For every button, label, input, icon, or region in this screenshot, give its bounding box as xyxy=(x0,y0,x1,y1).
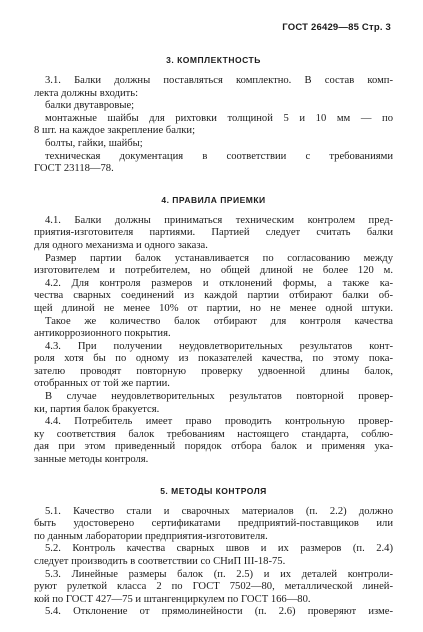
text-line: приятия-изготовителя партиями. Партией следует считать балки xyxy=(34,227,393,239)
text-line: техническая документация в соответствии с требованиями xyxy=(45,150,393,162)
section-body-completeness xyxy=(34,75,393,176)
section-title-control-methods: 5. МЕТОДЫ КОНТРОЛЯ xyxy=(160,485,267,496)
text-line: 4.3. При получении неудовлетворительных результатов конт- xyxy=(45,340,393,352)
text-line: быть удостоверено сертификатами предприятий-поставщиков или xyxy=(34,518,393,530)
text-line: роля хотя бы по одному из показателей качества, по этому пока- xyxy=(34,353,393,365)
text-line: по данным лаборатории предприятия-изготовителя. xyxy=(34,530,268,542)
text-line: ГОСТ 23118—78. xyxy=(34,163,114,175)
text-line: кой по ГОСТ 427—75 и штангенциркулем по ГОСТ 166—80. xyxy=(34,593,311,605)
text-line: для одного механизма и одного заказа. xyxy=(34,239,208,251)
text-line: балки двутавровые; xyxy=(45,100,135,112)
section-title-acceptance-rules: 4. ПРАВИЛА ПРИЕМКИ xyxy=(161,194,266,205)
text-line: 4.2. Для контроля размеров и отклонений формы, а также ка- xyxy=(45,277,393,289)
page-header: ГОСТ 26429—85 Стр. 3 xyxy=(282,22,391,33)
text-line: болты, гайки, шайбы; xyxy=(45,137,143,149)
section-body-control-methods xyxy=(34,506,393,619)
text-line: 5.2. Контроль качества сварных швов и их размеров (п. 2.4) xyxy=(45,543,393,555)
text-line: отобранных от той же партии. xyxy=(34,378,170,390)
text-line: 8 шт. на каждое закрепление балки; xyxy=(34,125,196,137)
text-line: зателю проводят повторную проверку удвоенной длины балок, xyxy=(34,365,393,377)
text-line: 4.1. Балки должны приниматься техническим контролем пред- xyxy=(45,214,393,226)
text-line: 5.1. Качество стали и сварочных материалов (п. 2.2) должно xyxy=(45,505,393,517)
text-line: руют рулеткой класса 2 по ГОСТ 7502—80, металлической линей- xyxy=(34,581,393,593)
text-line: дая при этом приведенный порядок отбора балок и применяя ука- xyxy=(34,441,393,453)
text-line: следует производить в соответствии со СНиП III-18-75. xyxy=(34,556,286,567)
section-body-acceptance-rules xyxy=(34,215,393,467)
text-line: изготовителем и потребителем, но общей длиной не более 120 м. xyxy=(34,265,393,277)
text-line: 4.4. Потребитель имеет право проводить контрольную провер- xyxy=(45,416,393,428)
text-line: Такое же количество балок отбирают для контроля качества xyxy=(45,315,393,327)
text-line: ки, партия балок бракуется. xyxy=(34,403,160,415)
text-line: лекта должны входить: xyxy=(34,87,139,99)
text-line: ку соответствия балок требованиям настоящего стандарта, соблю- xyxy=(34,428,393,440)
text-line: антикоррозионного покрытия. xyxy=(34,328,171,340)
text-line: чества сварных соединений из каждой партии отбирают балки об- xyxy=(34,290,393,302)
text-line: 5.4. Отклонение от прямолинейности (п. 2.6) проверяют изме- xyxy=(45,606,393,618)
text-line: Размер партии балок устанавливается по согласованию между xyxy=(45,252,393,264)
text-line: В случае неудовлетворительных результатов повторной провер- xyxy=(45,391,393,403)
text-line: щей длиной не менее 10% от партии, но не менее одной штуки. xyxy=(34,302,393,314)
text-line: занные методы контроля. xyxy=(34,454,149,466)
text-line: 5.3. Линейные размеры балок (п. 2.5) и их деталей контроли- xyxy=(45,568,393,580)
text-line: 3.1. Балки должны поставляться комплектно. В состав комп- xyxy=(45,75,393,86)
section-title-completeness: 3. КОМПЛЕКТНОСТЬ xyxy=(166,55,261,65)
text-line: монтажные шайбы для рихтовки толщиной 5 и 10 мм — по xyxy=(45,112,393,124)
